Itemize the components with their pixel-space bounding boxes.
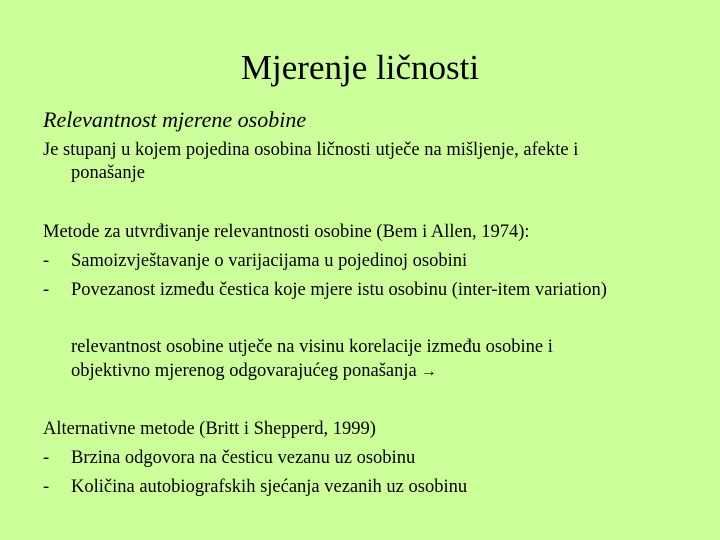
bullet-dash: - [43,477,50,497]
methods-heading: Metode za utvrđivanje relevantnosti osobine (Bem i Allen, 1974): [43,222,530,242]
bullet-dash: - [43,448,50,468]
methods-item-2 [43,279,607,302]
alternative-item-1 [43,447,415,470]
bullet-dash: - [43,280,50,300]
note-line-2 [71,360,437,383]
alternative-item-2 [43,476,467,499]
definition-line-2: ponašanje [71,163,145,183]
slide-title: Mjerenje ličnosti [240,48,480,87]
alternative-item-1-text: Brzina odgovora na česticu vezanu uz osobinu [71,448,416,468]
methods-item-1-text: Samoizvještavanje o varijacijama u pojedinoj osobini [71,251,468,271]
right-arrow-icon: → [420,363,437,380]
methods-item-2-text: Povezanost između čestica koje mjere istu osobinu (inter-item variation) [71,280,607,300]
alternative-item-2-text: Količina autobiografskih sjećanja vezanih uz osobinu [71,477,468,497]
definition-line-1: Je stupanj u kojem pojedina osobina ličnosti utječe na mišljenje, afekte i [43,140,579,160]
note-line-2-text: objektivno mjerenog odgovarajućeg ponašanja [71,361,417,381]
slide-subtitle: Relevantnost mjerene osobine [43,107,307,132]
alternative-heading: Alternativne metode (Britt i Shepperd, 1999) [43,419,376,439]
bullet-dash: - [43,251,50,271]
methods-item-1 [43,250,467,273]
note-line-1: relevantnost osobine utječe na visinu korelacije između osobine i [71,337,553,357]
